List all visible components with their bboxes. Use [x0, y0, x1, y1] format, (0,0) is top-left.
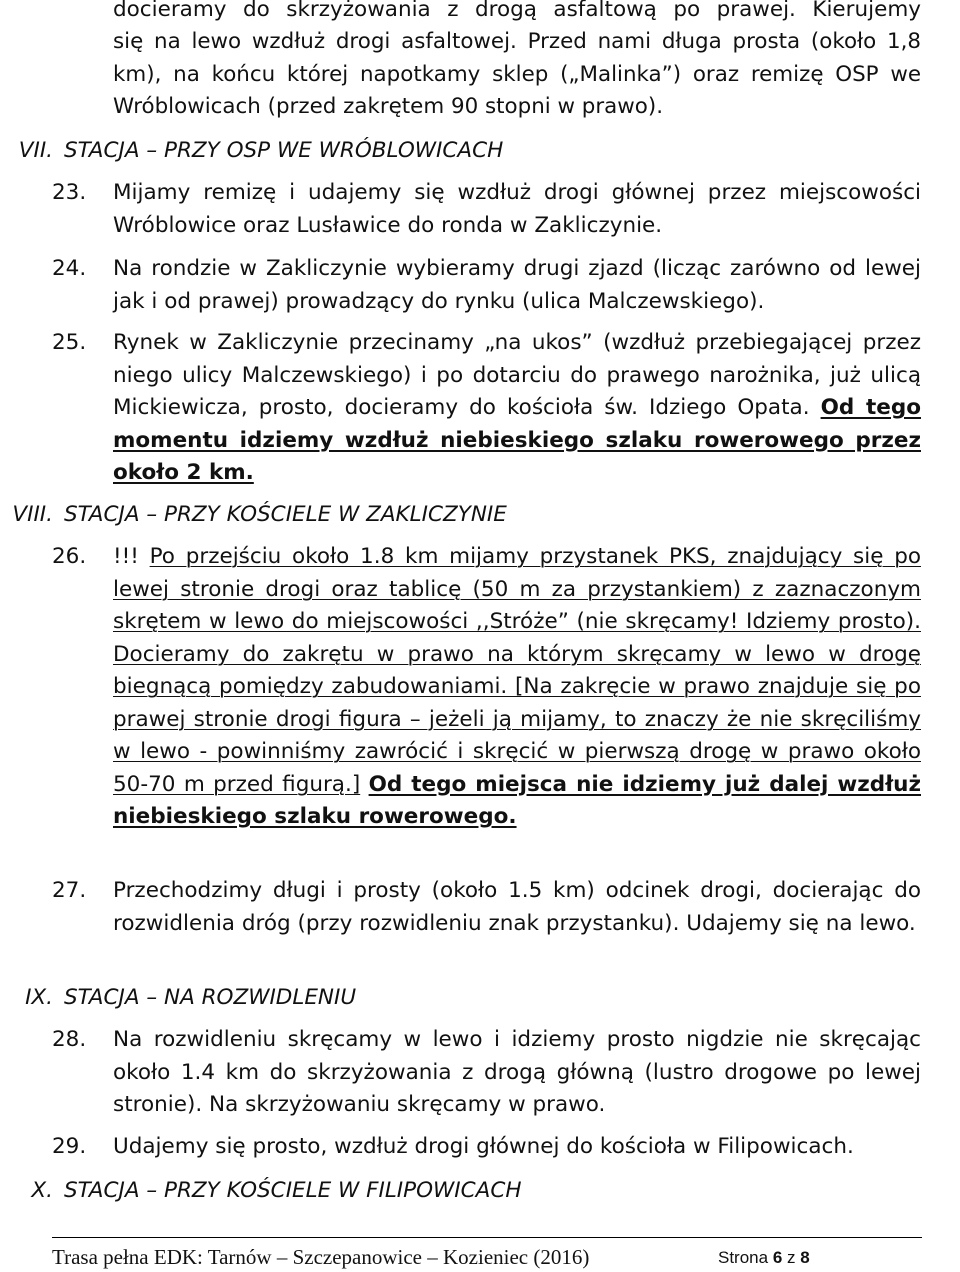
footer-divider: [52, 1237, 922, 1238]
station-number: VII.: [18, 138, 53, 163]
step-text-23: Mijamy remizę i udajemy się wzdłuż drogi głównej przez miejscowości Wróblowice oraz Lusławice do ronda w Zakliczynie.: [113, 180, 921, 238]
intro-paragraph: się na lewo wzdłuż drogi asfaltowej. Przed nami długa prosta (około 1,8 km), na końcu której napotkamy sklep („Malinka”) oraz remizę OSP we Wróblowicach (przed zakrętem 90 stopni w prawo).: [113, 29, 921, 119]
step-26-underlined: Po przejściu około 1.8 km mijamy przystanek PKS, znajdujący się po lewej stronie drogi oraz tablicę (50 m za przystankiem) z zaznaczonym skrętem w lewo do miejscowości ,,Stróże” (nie skręcamy! Idziemy prosto). Docieramy do zakrętu w prawo na którym skręcamy w lewo w drogę biegnącą pomiędzy zabudowaniami. [Na zakręcie w prawo znajduje się po prawej stronie drogi figura – jeżeli ją mijamy, to znaczy że nie skręciliśmy w lewo - powinniśmy zawrócić i skręcić w pierwszą drogę w prawo około 50-70 m przed figurą.]: [113, 544, 921, 797]
station-number: VIII.: [12, 502, 53, 527]
footer-title: Trasa pełna EDK: Tarnów – Szczepanowice – Kozieniec (2016): [52, 1245, 590, 1269]
step-26-warning: !!!: [113, 544, 150, 569]
station-number: X.: [31, 1178, 53, 1203]
station-title: STACJA – PRZY OSP WE WRÓBLOWICACH: [64, 138, 504, 163]
page-number: [718, 1247, 810, 1269]
station-number: IX.: [25, 985, 53, 1010]
step-text-28: Na rozwidleniu skręcamy w lewo i idziemy prosto nigdzie nie skręcając około 1.4 km do skrzyżowania z drogą główną (lustro drogowe po lewej stronie). Na skrzyżowaniu skręcamy w prawo.: [113, 1027, 921, 1117]
step-text-24: Na rondzie w Zakliczynie wybieramy drugi zjazd (licząc zarówno od lewej jak i od prawej) prowadzący do rynku (ulica Malczewskiego).: [113, 256, 921, 314]
step-number-25: 25.: [52, 330, 87, 355]
step-number-27: 27.: [52, 878, 87, 903]
step-text-26: [113, 541, 921, 834]
intro-line-1: docieramy do skrzyżowania z drogą asfaltową po prawej. Kierujemy: [113, 0, 921, 22]
step-number-24: 24.: [52, 256, 87, 281]
step-text-29: Udajemy się prosto, wzdłuż drogi głównej do kościoła w Filipowicach.: [113, 1134, 854, 1159]
step-text-25: [113, 327, 921, 490]
station-title: STACJA – NA ROZWIDLENIU: [64, 985, 357, 1010]
step-text-27: Przechodzimy długi i prosty (około 1.5 km) odcinek drogi, docierając do rozwidlenia dróg (przy rozwidleniu znak przystanku). Udajemy się na lewo.: [113, 878, 921, 936]
step-25-text: Rynek w Zakliczynie przecinamy „na ukos” (wzdłuż przebiegającej przez niego ulicy Malczewskiego) i po dotarciu do prawego narożnika, już ulicą Mickiewicza, prosto, docieramy do kościoła św. Idziego Opata.: [113, 330, 921, 420]
step-26-emphasis: Od tego miejsca nie idziemy już dalej wzdłuż niebieskiego szlaku rowerowego.: [113, 771, 921, 829]
step-25-emphasis: Od tego momentu idziemy wzdłuż niebieskiego szlaku rowerowego przez około 2 km.: [113, 395, 921, 485]
station-title: STACJA – PRZY KOŚCIELE W ZAKLICZYNIE: [64, 502, 507, 527]
page-total: 8: [800, 1248, 810, 1267]
step-number-28: 28.: [52, 1027, 87, 1052]
page-word: Strona: [718, 1248, 769, 1267]
step-number-26: 26.: [52, 544, 87, 569]
station-title: STACJA – PRZY KOŚCIELE W FILIPOWICACH: [64, 1178, 522, 1203]
step-number-29: 29.: [52, 1134, 87, 1159]
step-number-23: 23.: [52, 180, 87, 205]
page-separator: z: [787, 1248, 796, 1267]
page-current: 6: [772, 1248, 783, 1267]
